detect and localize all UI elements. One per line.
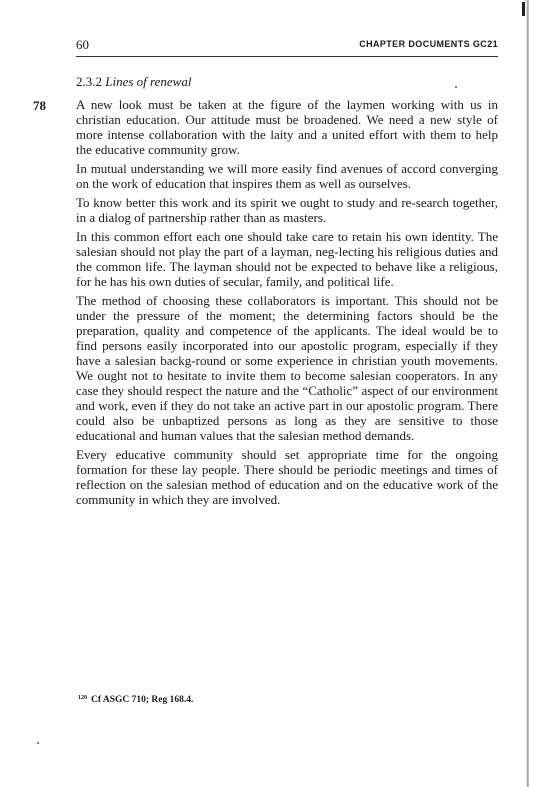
scan-speck (455, 86, 457, 88)
page-number: 60 (76, 37, 89, 52)
section-number: 2.3.2 (76, 74, 102, 89)
paragraph: In mutual understanding we will more easily find avenues of accord converging on the work of education that inspires them as well as ourselves. (76, 161, 498, 191)
page-header (76, 37, 498, 57)
paragraph: Every educative community should set appropriate time for the ongoing formation for these lay people. There should be periodic meetings and times of reflection on the salesian method of education and on the educative work of the community in which they are involved. (76, 447, 498, 507)
body-text (76, 97, 498, 511)
page-edge-shadow (526, 0, 529, 787)
section-title: Lines of renewal (105, 74, 192, 89)
paragraph: The method of choosing these collaborators is important. This should not be under the pressure of the moment; the determining factors should be the preparation, quality and competence of the applicants. The ideal would be to find persons easily incorporated into our apostolic program, especially if they have a salesian backg-round or some experience in christian youth movements. We ought not to hesitate to invite them to become salesian cooperators. In any case they should respect the nature and the “Catholic” aspect of our environment and work, even if they do not take an active part in our apostolic program. There could also be unbaptized persons as long as they are sensitive to those educational and human values that the salesian method demands. (76, 293, 498, 443)
footnote-text: Cf ASGC 710; Reg 168.4. (91, 695, 194, 705)
header-rule (76, 56, 498, 57)
running-head: CHAPTER DOCUMENTS GC21 (359, 39, 498, 49)
section-heading (76, 74, 191, 90)
footnote (78, 695, 193, 705)
paragraph: A new look must be taken at the figure of the laymen working with us in christian education. Our attitude must be broadened. We need a new style of more intense collaboration with the laity and a united effort with them to help the educative community grow. (76, 97, 498, 157)
scan-speck (37, 742, 39, 744)
margin-article-number: 78 (33, 98, 46, 113)
paragraph: In this common effort each one should take care to retain his own identity. The salesian should not play the part of a layman, neg-lecting his religious duties and the common life. The layman should not be expected to behave like a religious, for he has his own duties of secular, family, and political life. (76, 229, 498, 289)
paragraph: To know better this work and its spirit we ought to study and re-search together, in a dialog of partnership rather than as masters. (76, 195, 498, 225)
footnote-marker: 120 (78, 695, 87, 701)
scan-mark (522, 2, 525, 16)
